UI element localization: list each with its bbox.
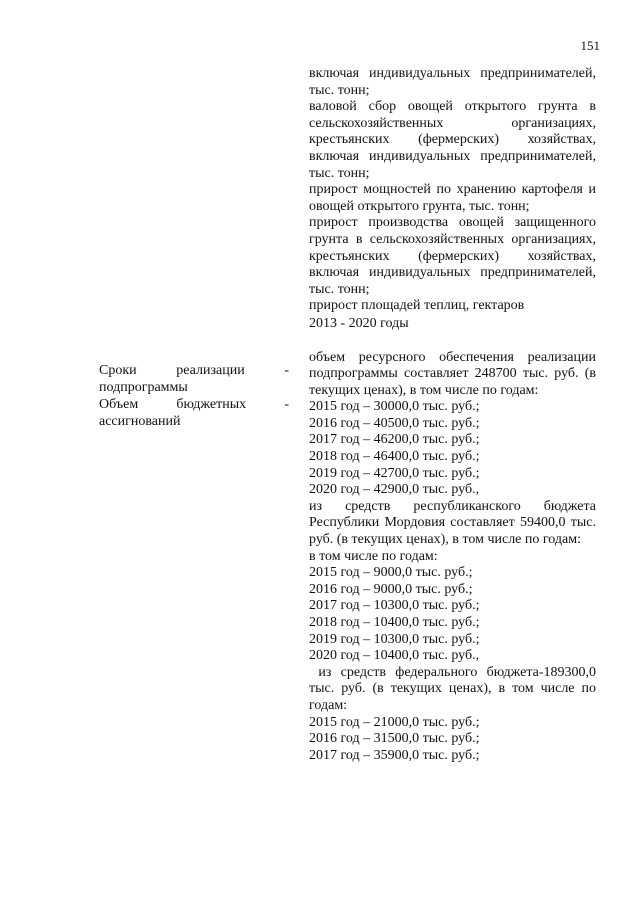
- funding-year-line: 2018 год – 10400,0 тыс. руб.;: [309, 615, 480, 630]
- indicator-item: включая индивидуальных предпринимателей, тыс. тонн;: [309, 66, 596, 98]
- section-label-funding: [99, 397, 289, 430]
- right-column: [309, 66, 600, 764]
- funding-year-line: 2017 год – 10300,0 тыс. руб.;: [309, 598, 480, 614]
- funding-year-line: 2015 год – 9000,0 тыс. руб.;: [309, 565, 473, 581]
- funding-year-line: 2016 год – 31500,0 тыс. руб.;: [309, 731, 480, 747]
- label-word: Сроки: [99, 363, 137, 378]
- label-word: бюджетных: [176, 397, 247, 412]
- funding-federal-intro: из средств федерального бюджета-189300,0 тыс. руб. (в текущих ценах), в том числе по годам:: [309, 664, 600, 713]
- funding-year-line: 2017 год – 35900,0 тыс. руб.;: [309, 747, 480, 763]
- funding-year-line: 2016 год – 40500,0 тыс. руб.;: [309, 415, 480, 431]
- section-label-period-line1: [99, 363, 289, 380]
- funding-year-line: 2019 год – 10300,0 тыс. руб.;: [309, 631, 480, 647]
- indicator-item: прирост мощностей по хранению картофеля и овощей открытого грунта, тыс. тонн;: [309, 182, 596, 214]
- funding-republic-intro: из средств республиканского бюджета Республики Мордовия составляет 59400,0 тыс. руб. (в текущих ценах), в том числе по годам:: [309, 498, 596, 548]
- funding-republic-intro2: в том числе по годам:: [309, 548, 438, 564]
- indicator-item: прирост площадей теплиц, гектаров: [309, 298, 525, 314]
- funding-year-line: 2016 год – 9000,0 тыс. руб.;: [309, 581, 473, 597]
- section-label-period-line2: подпрограммы: [99, 379, 188, 395]
- period-value: 2013 - 2020 годы: [309, 315, 409, 331]
- label-word: Объем: [99, 397, 139, 412]
- section-label-period: [99, 363, 289, 396]
- section-label-funding-line1: [99, 397, 289, 414]
- funding-year-line: 2020 год – 10400,0 тыс. руб.,: [309, 648, 480, 664]
- funding-year-line: 2015 год – 21000,0 тыс. руб.;: [309, 714, 480, 730]
- funding-year-line: 2017 год – 46200,0 тыс. руб.;: [309, 432, 480, 448]
- funding-year-line: 2018 год – 46400,0 тыс. руб.;: [309, 449, 480, 465]
- label-word: реализации: [176, 363, 245, 378]
- funding-year-line: 2019 год – 42700,0 тыс. руб.;: [309, 465, 480, 481]
- funding-year-line: 2015 год – 30000,0 тыс. руб.;: [309, 399, 480, 415]
- funding-year-line: 2020 год – 42900,0 тыс. руб.,: [309, 482, 480, 498]
- label-dash: -: [284, 397, 289, 412]
- section-label-funding-line2: ассигнований: [99, 413, 181, 429]
- label-dash: -: [284, 363, 289, 378]
- indicator-item: прирост производства овощей защищенного грунта в сельскохозяйственных организациях, крестьянских (фермерских) хозяйствах, включая индивидуальных предпринимателей, тыс. тонн;: [309, 215, 596, 297]
- indicator-item: валовой сбор овощей открытого грунта в сельскохозяйственных организациях, крестьянских (фермерских) хозяйствах, включая индивидуальных предпринимателей, тыс. тонн;: [309, 99, 596, 181]
- funding-total-intro: объем ресурсного обеспечения реализации подпрограммы составляет 248700 тыс. руб. (в текущих ценах), в том числе по годам:: [309, 349, 596, 398]
- page-number: 151: [580, 38, 600, 53]
